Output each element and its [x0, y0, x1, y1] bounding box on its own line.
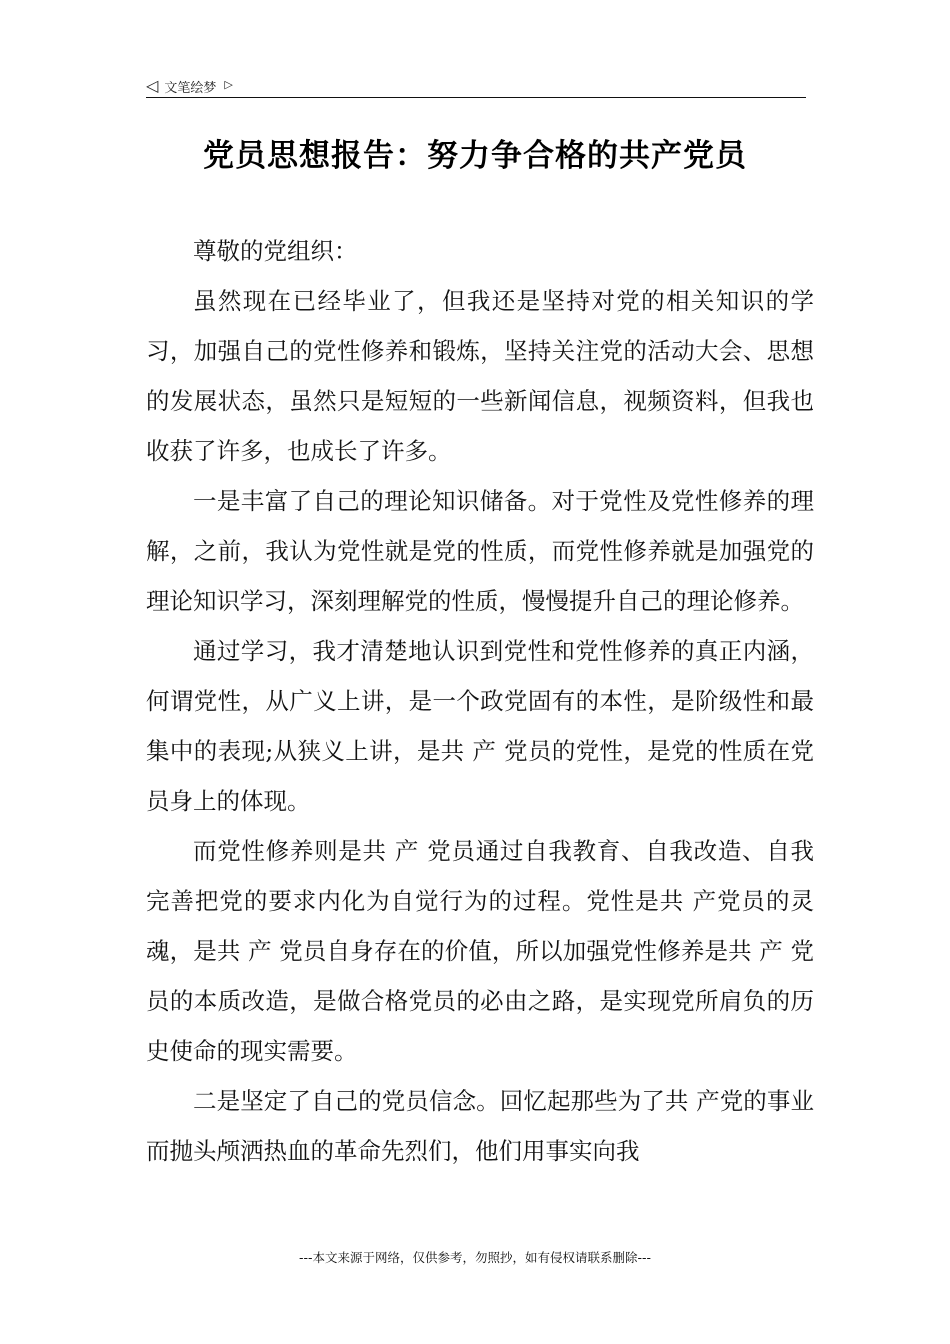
body-paragraph: 二是坚定了自己的党员信念。回忆起那些为了共 产党的事业而抛头颅洒热血的革命先烈们，他们用事实向我	[146, 1087, 814, 1165]
salutation-paragraph: 尊敬的党组织：	[193, 237, 358, 265]
document-body	[146, 226, 814, 1176]
page-footer: ---本文来源于网络，仅供参考，勿照抄，如有侵权请联系删除---	[298, 1250, 652, 1265]
body-paragraph: 虽然现在已经毕业了，但我还是坚持对党的相关知识的学习，加强自己的党性修养和锻炼，坚持关注党的活动大会、思想的发展状态，虽然只是短短的一些新闻信息，视频资料，但我也收获了许多，也成长了许多。	[146, 287, 814, 465]
page-header	[146, 74, 806, 98]
document-title: 党员思想报告：努力争合格的共产党员	[203, 138, 747, 174]
header-divider	[146, 97, 806, 98]
body-paragraph: 通过学习，我才清楚地认识到党性和党性修养的真正内涵，何谓党性，从广义上讲，是一个政党固有的本性，是阶级性和最集中的表现;从狭义上讲，是共 产 党员的党性，是党的性质在党员身上的体现。	[146, 637, 814, 815]
triangle-left-icon: ◁	[146, 76, 159, 95]
body-paragraph: 一是丰富了自己的理论知识储备。对于党性及党性修养的理解，之前，我认为党性就是党的性质，而党性修养就是加强党的理论知识学习，深刻理解党的性质，慢慢提升自己的理论修养。	[146, 487, 814, 615]
body-paragraph: 而党性修养则是共 产 党员通过自我教育、自我改造、自我完善把党的要求内化为自觉行为的过程。党性是共 产党员的灵魂，是共 产 党员自身存在的价值，所以加强党性修养是共 产 党员的本质改造，是做合格党员的必由之路，是实现党所肩负的历史使命的现实需要。	[146, 837, 814, 1065]
header-text: 文笔绘梦	[164, 80, 217, 96]
triangle-right-icon: ▷	[224, 77, 233, 91]
